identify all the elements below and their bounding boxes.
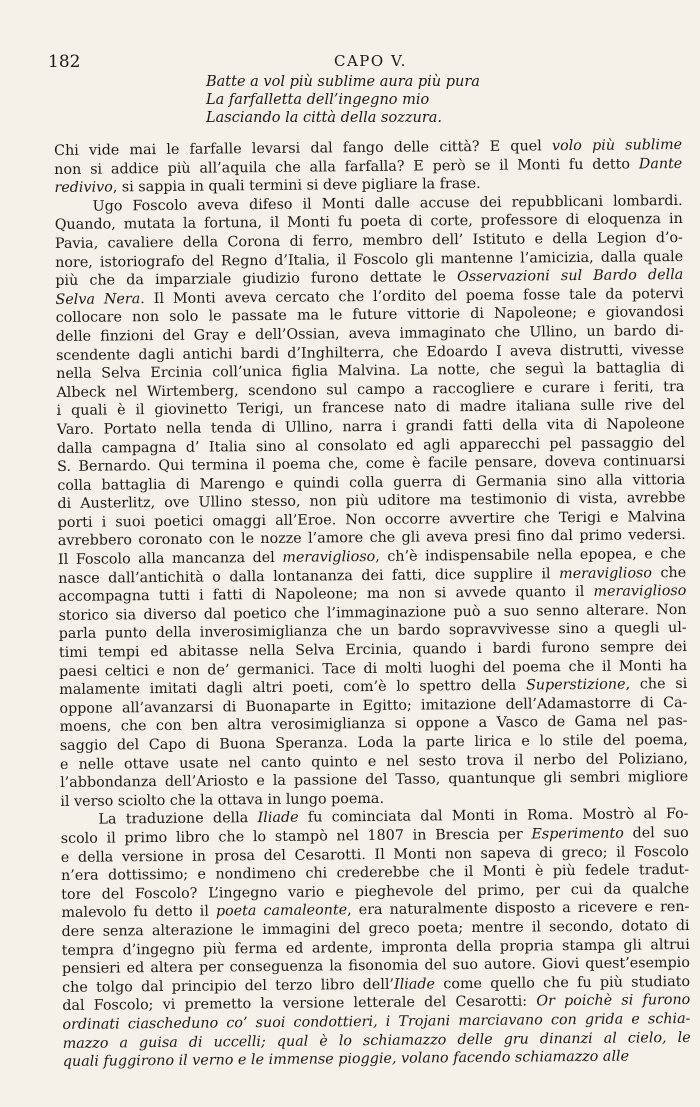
text-segment: dal Foscolo; vi premetto la versione letterale del Cesarotti: — [62, 993, 537, 1015]
text-segment: il verso sciolto che la ottava in lungo poema. — [60, 790, 385, 810]
text-segment: , si sappia in quali termini si deve pigliare la frase. — [112, 176, 481, 196]
verse-line: Lasciando la città della sozzura. — [206, 110, 443, 126]
text-segment: , che si — [625, 676, 688, 693]
text-segment: più che da imparziale giudizio furono dettate le — [55, 269, 458, 290]
text-segment: nella Selva Ercinia coll’unica figlia Malvina. La notte, che seguì la battaglia di — [56, 360, 685, 383]
text-segment: avrebbero coronato con le nozze l’amore che gli aveva presi fino dal primo vedersi. — [57, 527, 686, 550]
italic-text: meraviglioso — [559, 564, 653, 582]
text-segment: delle finzioni del Gray e dell’Ossian, aveva immaginato che Ullino, un bardo di- — [55, 322, 684, 345]
text-segment: i quali è il giovinetto Terigi, un francese nato di madre italiana sulle rive del — [56, 397, 685, 420]
text-segment: dalla campagna d’ Italia sino al consolato ed agli apparecchi pel passaggio del — [56, 434, 685, 457]
text-segment: accompagna tutti i fatti di Napoleone; ma non si avvede quanto il — [58, 584, 594, 606]
text-segment: storico sia diverso dal poetico che l’immaginazione può a suo senno alterare. Non — [58, 601, 687, 624]
italic-text: meraviglioso — [593, 583, 687, 601]
italic-text: poeta camaleonte — [215, 902, 348, 920]
text-segment: non si addice più all’aquila che alla farfalla? E però se il Monti fu detto — [54, 155, 639, 178]
italic-text: Iliade — [393, 976, 436, 993]
text-segment: parla punto della inverosimiglianza che un bardo sopravvivesse sino a quegli ul- — [58, 620, 687, 643]
text-segment: tempra d’ingegno più ferma ed ardente, impronta della propria stampa gli altrui — [61, 936, 690, 959]
italic-text: Selva Nera — [55, 290, 141, 308]
text-segment: moens, che con ben altra verosimiglianza si oppone a Vasco de Gama nel pas- — [59, 713, 688, 736]
text-segment: timi tempi ed abitasse nella Selva Ercinia, quando i bardi furono sempre dei — [58, 638, 687, 662]
text-segment: scolo il primo libro che lo stampò nel 1807 in Brescia per — [60, 826, 532, 847]
text-segment: che — [651, 564, 687, 581]
text-segment: di Austerlitz, ove Ullino stesso, non più uditore ma testimonio di vista, avrebbe — [57, 490, 686, 513]
text-segment: n’era dottissimo; e nondimeno chi crederebbe che il Monti è più fedele tradut- — [60, 862, 690, 885]
text-segment: scendente dagli antichi bardi d’Inghilterra, che Edoardo I aveva distrutti, vivesse — [55, 341, 685, 364]
verse-line: Batte a vol più sublime aura più pura — [206, 74, 480, 90]
text-segment: pensieri ed altera per conseguenza la fisonomia del suo autore. Giovi quest’esempio — [61, 955, 690, 978]
text-segment: e nelle ottave usate nel canto quinto e nel sesto trova il nerbo del Poliziano, — [59, 750, 689, 773]
text-segment: Quando, mutata la fortuna, il Monti fu poeta di corte, professore di eloquenza in — [54, 211, 683, 234]
text-segment: , ch’è indispensabile nella epopea, e che — [375, 546, 687, 565]
italic-text: Iliade — [257, 810, 299, 827]
italic-text: Esperimento — [531, 825, 624, 843]
text-segment: l’abbondanza dell’Ariosto e la passione del Tasso, quantunque gli sembri migliore — [60, 769, 689, 792]
text-segment: Albeck nel Wirtemberg, scendono sul campo a raccogliere e curare i feriti, tra — [56, 378, 685, 401]
text-segment: tore del Foscolo? L’ingegno vario e pieghevole del primo, per cui da qualche — [61, 880, 690, 903]
italic-text: quali fuggirono il verno e le immense pioggie, volano facendo schiamazzo alle — [62, 1048, 630, 1071]
text-segment: Pavia, cavaliere della Corona di ferro, membro dell’ Istituto e della Legion d’o- — [54, 229, 684, 252]
text-segment: , era naturalmente disposto a ricevere e ren- — [347, 899, 690, 919]
text-segment: del suo — [623, 824, 689, 842]
text-segment: saggio del Capo di Buona Speranza. Loda la parte lirica e lo stile del poema, — [59, 731, 688, 754]
italic-text: volo più sublime — [551, 136, 683, 155]
text-segment: e della versione in prosa del Cesarotti. Il Monti non sapeva di greco; il Foscolo — [60, 843, 689, 866]
text-segment: oppone all’avanzarsi di Buonaparte in Egitto; imitazione dell’Adamastorre di Ca- — [59, 694, 688, 717]
italic-text: redivivo — [54, 179, 113, 197]
italic-text: meraviglioso — [282, 548, 376, 566]
text-segment: nasce dall’antichità o dalla lontananza dei fatti, dice supplire il — [58, 565, 560, 587]
running-head: CAPO V. — [334, 52, 407, 70]
text-segment: malamente imitati dagli altri poeti, com’è lo spettro della — [59, 677, 527, 699]
text-segment: . Il Monti aveva cercato che l’ordito del poema fosse tale da potervi — [140, 285, 684, 307]
text-segment: Il Foscolo alla mancanza del — [57, 549, 283, 569]
verse-epigraph — [206, 73, 480, 127]
text-segment: come quello che fu più studiato — [434, 973, 691, 993]
text-segment: nore, istoriografo del Regno d’Italia, il Foscolo gli mantenne l’amicizia, dalla quale — [55, 248, 684, 271]
text-segment: malevolo fu detto il — [61, 903, 217, 922]
text-segment: fu cominciata dal Monti in Roma. Mostrò al Fo- — [298, 806, 689, 827]
italic-text: Dante — [638, 155, 683, 172]
body-text — [54, 136, 691, 1072]
verse-line: La farfalletta dell’ingegno mio — [206, 92, 430, 108]
italic-text: Or poichè si furono — [536, 992, 691, 1010]
text-segment: La traduzione della — [98, 810, 258, 828]
text-segment: Varo. Portato nella tenda di Ullino, narra i grandi fatti della vita di Napoleone — [56, 415, 685, 438]
text-segment: Ugo Foscolo aveva difeso il Monti dalle accuse dei repubblicani lombardi. — [92, 192, 683, 215]
italic-text: ordinati ciascheduno co’ suoi condottieri, i Trojani marciavano con grida e schia- — [62, 1010, 691, 1033]
text-segment: S. Bernardo. Qui termina il poema che, come è facile pensare, doveva continuarsi — [57, 453, 686, 476]
text-segment: porti i suoi poetici omaggi all’Eroe. Non occorre avvertire che Terigi e Malvina — [57, 508, 686, 531]
italic-text: mazzo a guisa di uccelli; qual è lo schiamazzo delle gru dinanzi al cielo, le — [62, 1029, 691, 1052]
text-segment: paesi celtici e non de’ germanici. Tace di molti luoghi del poema che il Monti ha — [59, 657, 688, 680]
italic-text: Superstizione — [525, 676, 626, 694]
text-segment: collocare non solo le passate ma le future vittorie di Napoleone; e giovandosi — [55, 304, 684, 327]
text-segment: dere senza alterazione le immagini del greco poeta; mentre il secondo, dotato di — [61, 917, 690, 940]
text-segment: Chi vide mai le farfalle levarsi dal fango delle città? E quel — [54, 138, 553, 159]
italic-text: Osservazioni sul Bardo della — [456, 267, 684, 286]
text-segment: colla battaglia di Marengo e quindi colla guerra di Germania sino alla vittoria — [57, 471, 686, 494]
page-number: 182 — [48, 52, 81, 72]
text-segment: che tolgo dal principio del terzo libro dell’ — [62, 976, 395, 996]
